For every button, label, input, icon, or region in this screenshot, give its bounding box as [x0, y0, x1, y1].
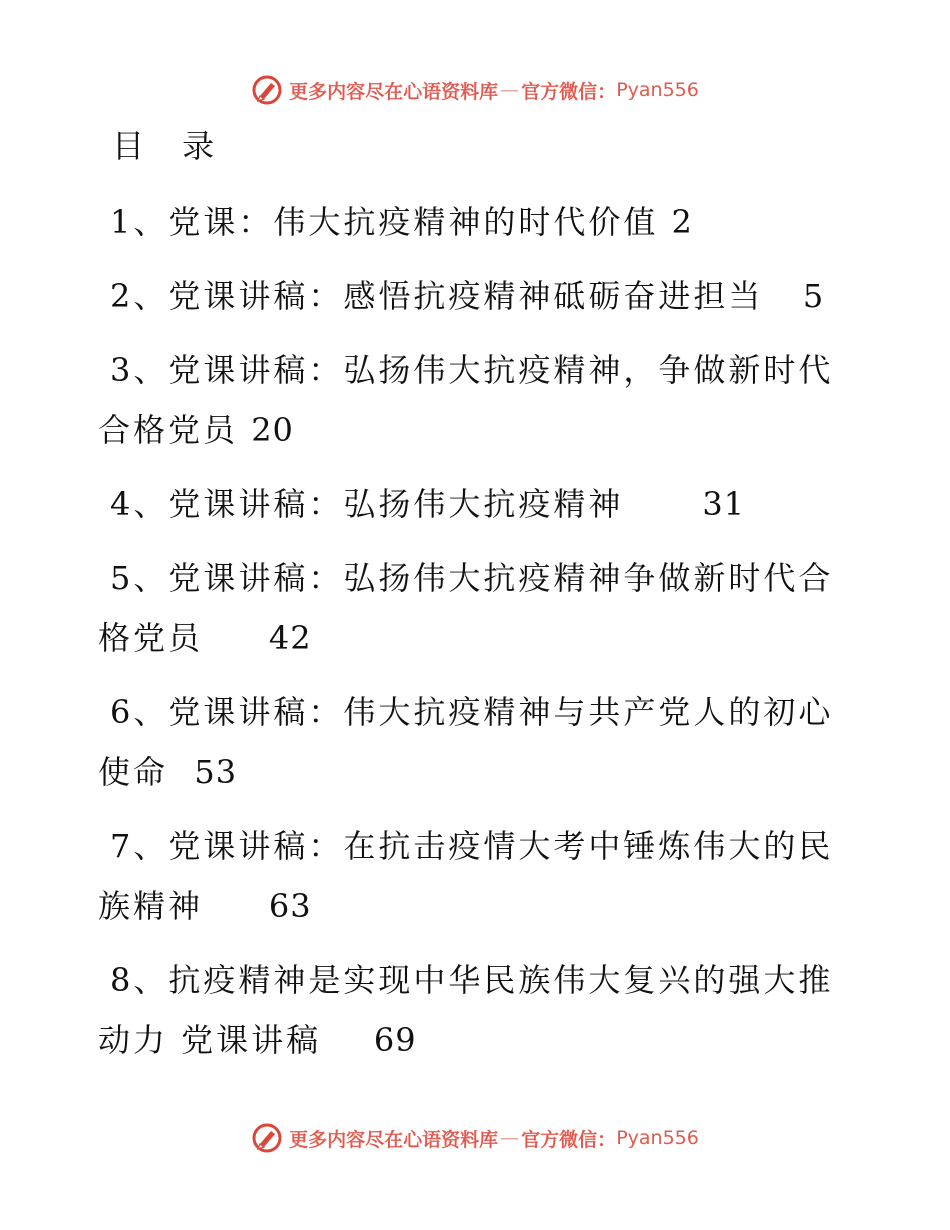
toc-entry-8 — [98, 950, 858, 1070]
page-title: 目 录 — [112, 127, 229, 165]
toc-entry-1 — [98, 192, 858, 252]
header-watermark — [0, 70, 950, 110]
toc-entry-5 — [98, 548, 858, 668]
toc-page-number: 42 — [268, 619, 312, 657]
watermark-official-label: 官方微信： — [521, 80, 617, 103]
table-of-contents — [98, 192, 858, 1084]
toc-entry-label: 5、党课讲稿：弘扬伟大抗疫精神争做新时代合格党员 — [98, 559, 834, 657]
toc-entry-label: 1、党课：伟大抗疫精神的时代价值 — [110, 203, 659, 241]
watermark-official-label: 官方微信： — [521, 1128, 617, 1151]
toc-entry-label: 6、党课讲稿：伟大抗疫精神与共产党人的初心使命 — [98, 693, 834, 791]
pen-logo-icon — [251, 74, 283, 106]
toc-entry-3 — [98, 340, 858, 460]
toc-page-number: 31 — [702, 485, 746, 523]
watermark-site-text: 更多内容尽在心语资料库 — [289, 1128, 499, 1151]
watermark-dash: — — [500, 79, 520, 101]
toc-entry-2 — [98, 266, 858, 326]
footer-watermark — [0, 1118, 950, 1158]
watermark-site-text: 更多内容尽在心语资料库 — [289, 80, 499, 103]
toc-entry-7 — [98, 816, 858, 936]
toc-entry-label: 3、党课讲稿：弘扬伟大抗疫精神，争做新时代合格党员 — [98, 351, 834, 449]
pen-logo-icon — [251, 1122, 283, 1154]
toc-page-number: 53 — [194, 753, 238, 791]
toc-page-number: 2 — [671, 203, 693, 241]
watermark-wechat-id: Pyan556 — [616, 79, 699, 101]
toc-page-number: 63 — [268, 887, 312, 925]
toc-page-number: 69 — [373, 1021, 417, 1059]
toc-entry-6 — [98, 682, 858, 802]
toc-entry-label: 4、党课讲稿：弘扬伟大抗疫精神 — [110, 485, 624, 523]
toc-entry-label: 2、党课讲稿：感悟抗疫精神砥砺奋进担当 — [110, 277, 764, 315]
toc-page-number: 20 — [251, 411, 294, 449]
toc-entry-label: 7、党课讲稿：在抗击疫情大考中锤炼伟大的民族精神 — [98, 827, 834, 925]
toc-page-number: 5 — [802, 277, 825, 315]
watermark-dash: — — [500, 1127, 520, 1149]
watermark-wechat-id: Pyan556 — [616, 1127, 699, 1149]
toc-entry-label: 8、抗疫精神是实现中华民族伟大复兴的强大推动力 党课讲稿 — [98, 961, 834, 1059]
toc-entry-4 — [98, 474, 858, 534]
